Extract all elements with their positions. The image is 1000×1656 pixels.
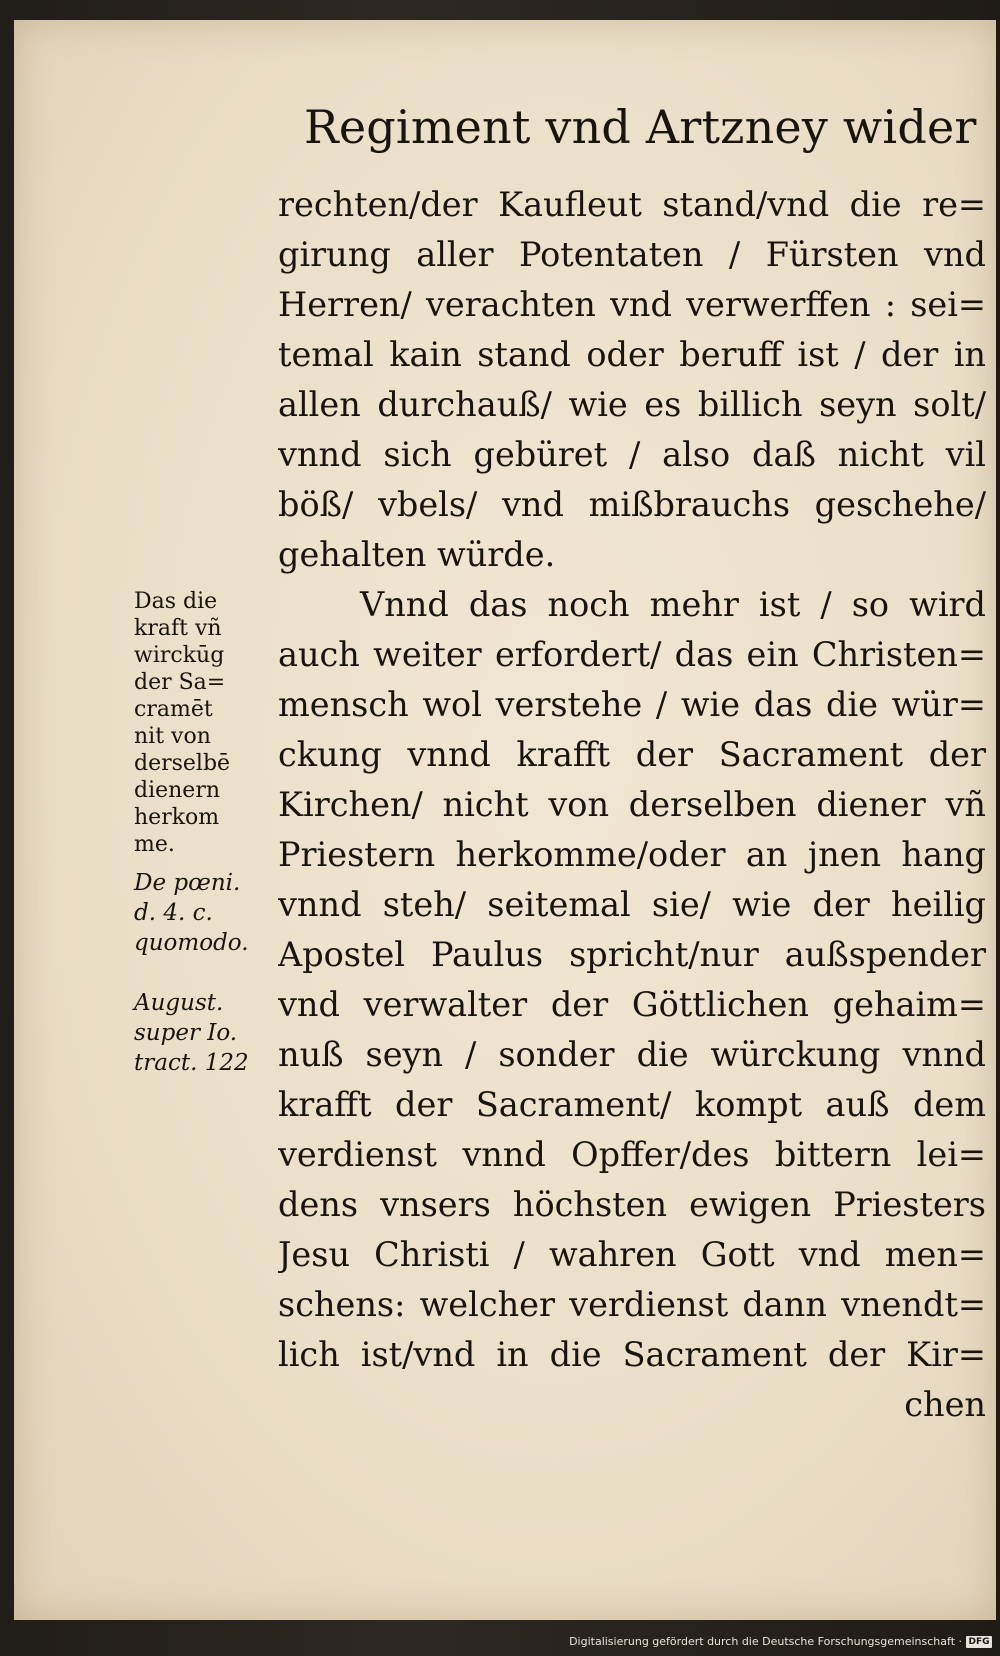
text-line: girung aller Potentaten / Fürsten vnd	[278, 235, 986, 274]
reference-line: De pœni.	[134, 870, 241, 896]
margin-note-line: dienern	[134, 778, 221, 803]
margin-reference	[134, 868, 276, 958]
margin-note-line: herkom	[134, 805, 220, 830]
margin-note-line: der Sa=	[134, 670, 226, 695]
reference-line: d. 4. c.	[134, 900, 213, 926]
margin-note	[134, 588, 276, 858]
margin-note-line: me.	[134, 832, 175, 857]
text-line: Jesu Christi / wahren Gott vnd men=	[278, 1235, 986, 1274]
text-line: verdienst vnnd Opffer/des bittern lei=	[278, 1135, 986, 1174]
text-line: böß/ vbels/ vnd mißbrauchs geschehe/	[278, 485, 986, 524]
margin-note-line: cramēt	[134, 697, 213, 722]
text-line: vnnd sich gebüret / also daß nicht vil	[278, 435, 986, 474]
reference-line: tract. 122	[134, 1050, 249, 1076]
text-line: Kirchen/ nicht von derselben diener vñ	[278, 785, 986, 824]
digitization-credit	[569, 1635, 992, 1648]
text-line: allen durchauß/ wie es billich seyn solt/	[278, 385, 986, 424]
text-line: Herren/ verachten vnd verwerffen : sei=	[278, 285, 986, 324]
margin-note-line: derselbē	[134, 751, 231, 776]
paragraph-start-line: Vnnd das noch mehr ist / so wird	[360, 585, 986, 624]
reference-line: super Io.	[134, 1020, 238, 1046]
text-line: schens: welcher verdienst dann vnendt=	[278, 1285, 986, 1324]
margin-note-line: Das die	[134, 589, 218, 614]
text-line: temal kain stand oder beruff ist / der in	[278, 335, 986, 374]
dfg-logo: DFG	[966, 1636, 992, 1648]
body-text	[278, 180, 986, 1430]
text-line: lich ist/vnd in die Sacrament der Kir=	[278, 1335, 986, 1374]
text-line: rechten/der Kaufleut stand/vnd die re=	[278, 185, 986, 224]
text-line: Apostel Paulus spricht/nur außspender	[278, 935, 986, 974]
text-line: krafft der Sacrament/ kompt auß dem	[278, 1085, 986, 1124]
reference-line: quomodo.	[134, 930, 249, 956]
text-line: auch weiter erfordert/ das ein Christen=	[278, 635, 986, 674]
text-line: nuß seyn / sonder die würckung vnnd	[278, 1035, 986, 1074]
text-line: mensch wol verstehe / wie das die wür=	[278, 685, 986, 724]
reference-line: August.	[134, 990, 224, 1016]
text-line: vnnd steh/ seitemal sie/ wie der heilig	[278, 885, 986, 924]
margin-reference	[134, 988, 276, 1078]
text-line: Priestern herkomme/oder an jnen hang	[278, 835, 986, 874]
margin-note-line: nit von	[134, 724, 211, 749]
catchword: chen	[904, 1385, 986, 1424]
text-line: ckung vnnd krafft der Sacrament der	[278, 735, 986, 774]
margin-note-line: wirckūg	[134, 643, 225, 668]
credit-text: Digitalisierung gefördert durch die Deutsche Forschungsgemeinschaft ·	[569, 1635, 962, 1648]
text-line: vnd verwalter der Göttlichen gehaim=	[278, 985, 986, 1024]
margin-notes	[134, 588, 276, 1078]
text-line: dens vnsers höchsten ewigen Priesters	[278, 1185, 986, 1224]
running-head: Regiment vnd Artzney wider	[304, 100, 977, 154]
text-line: gehalten würde.	[278, 535, 556, 574]
margin-note-line: kraft vñ	[134, 616, 222, 641]
